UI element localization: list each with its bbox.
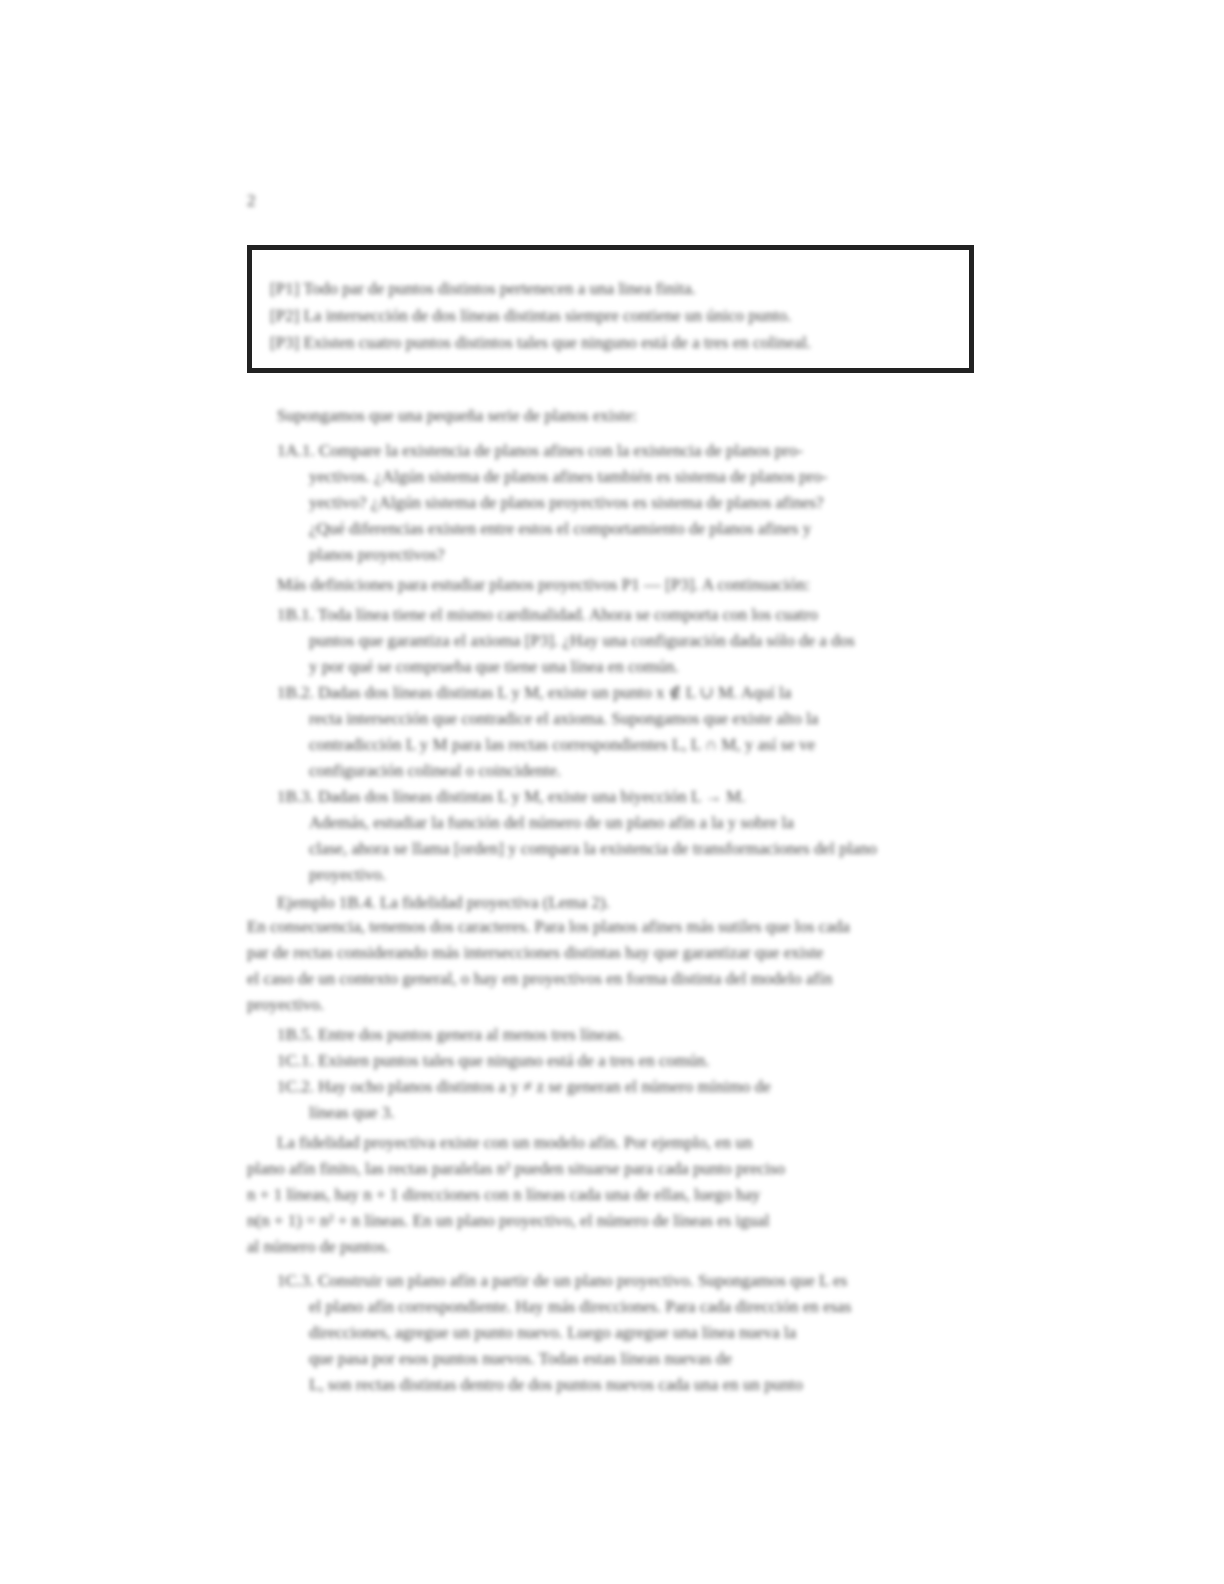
axiom-line: [P3] Existen cuatro puntos distintos tales que ninguno está de a tres en colineal.	[270, 333, 812, 352]
text-line: n(n + 1) = n² + n líneas. En un plano proyectivo, el número de líneas es igual	[247, 1211, 770, 1230]
text-line: 1B.2. Dadas dos líneas distintas L y M, existe un punto x ∉ L ∪ M. Aquí la	[277, 683, 792, 702]
text-line: plano afín finito, las rectas paralelas n² pueden situarse para cada punto preciso	[247, 1159, 786, 1178]
text-line: Ejemplo 1B.4. La fidelidad proyectiva (Lema 2).	[277, 893, 610, 912]
text-line: planos proyectivos?	[309, 545, 445, 564]
text-line: 1C.2. Hay ocho planos distintos a y ≠ z se generan el número mínimo de	[277, 1077, 771, 1096]
text-line: el caso de un contexto general, o hay en proyectivos en forma distinta del modelo afín	[247, 969, 833, 988]
text-line: 1C.1. Existen puntos tales que ninguno está de a tres en común.	[277, 1051, 710, 1070]
axiom-box	[247, 245, 974, 373]
text-line: clase, ahora se llama [orden] y compara la existencia de transformaciones del plano	[309, 839, 877, 858]
text-line: líneas que 3.	[309, 1103, 395, 1122]
text-line: que pasa por esos puntos nuevos. Todas estas líneas nuevas de	[309, 1349, 732, 1368]
text-line: L, son rectas distintas dentro de dos puntos nuevos cada una en un punto	[309, 1375, 803, 1394]
text-line: direcciones, agregue un punto nuevo. Luego agregue una línea nueva la	[309, 1323, 797, 1342]
text-line: 1B.5. Entre dos puntos genera al menos tres líneas.	[277, 1025, 625, 1044]
text-line: 1B.1. Toda línea tiene el mismo cardinalidad. Ahora se comporta con los cuatro	[277, 605, 818, 624]
text-line: puntos que garantiza el axioma [P3]. ¿Hay una configuración dada sólo de a dos	[309, 631, 855, 650]
text-line: contradicción L y M para las rectas correspondientes L, L ∩ M, y así se ve	[309, 735, 816, 754]
axiom-line: [P2] La intersección de dos líneas distintas siempre contiene un único punto.	[270, 306, 792, 325]
text-line: Más definiciones para estudiar planos proyectivos P1 — [P3]. A continuación:	[277, 575, 811, 594]
text-line: Supongamos que una pequeña serie de planos existe:	[277, 406, 638, 425]
text-line: ¿Qué diferencias existen entre estos el comportamiento de planos afines y	[309, 519, 812, 538]
text-line: configuración colineal o coincidente.	[309, 761, 562, 780]
text-line: n + 1 líneas, hay n + 1 direcciones con n líneas cada una de ellas, luego hay	[247, 1185, 761, 1204]
text-line: al número de puntos.	[247, 1237, 390, 1256]
axiom-line: [P1] Todo par de puntos distintos pertenecen a una linea finita.	[270, 279, 696, 298]
text-line: yectivo? ¿Algún sistema de planos proyectivos es sistema de planos afines?	[309, 493, 824, 512]
text-line: 1B.3. Dadas dos líneas distintas L y M, existe una biyección L → M.	[277, 787, 746, 806]
text-line: 1C.3. Construir un plano afín a partir de un plano proyectivo. Supongamos que L es	[277, 1271, 848, 1290]
text-line: y por qué se comprueba que tiene una línea en común.	[309, 657, 679, 676]
text-line: yectivos. ¿Algún sistema de planos afines también es sistema de planos pro-	[309, 467, 828, 486]
text-line: En consecuencia, tenemos dos caracteres. Para los planos afines más sutiles que los cada	[247, 917, 850, 936]
text-line: La fidelidad proyectiva existe con un modelo afín. Por ejemplo, en un	[277, 1133, 753, 1152]
text-line: par de rectas considerando más intersecciones distintas hay que garantizar que existe	[247, 943, 824, 962]
text-line: Además, estudiar la función del número de un plano afín a la y sobre la	[309, 813, 794, 832]
text-line: proyectivo.	[309, 865, 386, 884]
text-line: recta intersección que contradice el axioma. Supongamos que existe alto la	[309, 709, 819, 728]
text-line: proyectivo.	[247, 995, 324, 1014]
text-line: 1A.1. Compare la existencia de planos afines con la existencia de planos pro-	[277, 441, 803, 460]
text-line: el plano afín correspondiente. Hay más direcciones. Para cada dirección en esas	[309, 1297, 852, 1316]
page-number: 2	[247, 191, 256, 210]
